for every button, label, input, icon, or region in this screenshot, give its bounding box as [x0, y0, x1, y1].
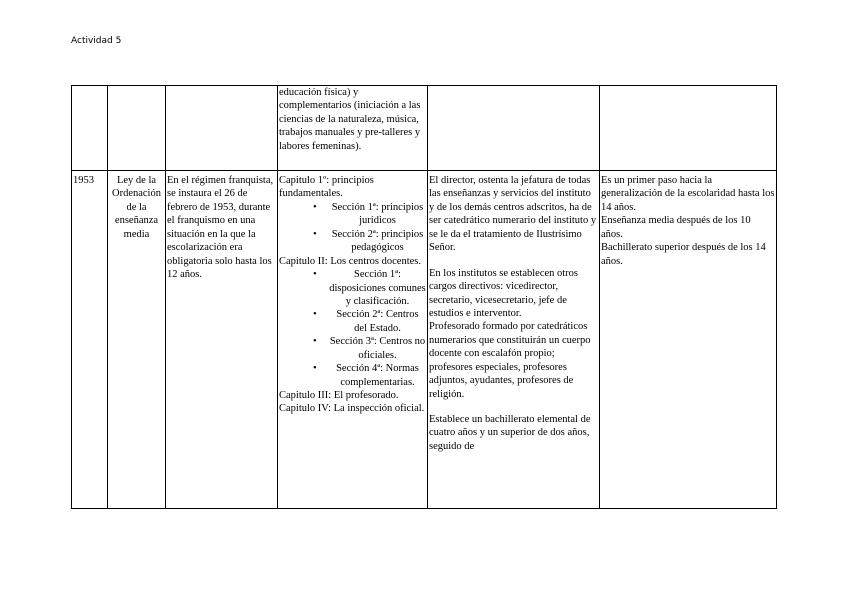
list-item: • Sección 1ª: disposiciones comunes y clasificación. — [329, 268, 426, 308]
chapter-2: Capitulo II: Los centros docentes. — [279, 255, 422, 267]
chapter-4: Capitulo IV: La inspección oficial. — [279, 403, 425, 415]
note-item: Enseñanza media después de los 10 años. — [601, 215, 751, 240]
organization-director: El director, ostenta la jefatura de todas las enseñanzas y servicios del instituto y de los demás centros adscritos, ha de ser catedrático numerario del instituto y se le da el tratamiento de Ilustrísimo Señor. — [429, 175, 597, 254]
list-item: • Sección 2ª: principios pedagógicos — [329, 228, 426, 255]
notes-cell — [600, 86, 777, 171]
law-table — [71, 85, 777, 509]
organization-teachers: Profesorado formado por catedráticos numerarios que constituirán un cuerpo docente con escalafón propio; profesores especiales, profesores adjuntos, ayudantes, profesores de religión. — [429, 321, 591, 400]
organization-bachillerato: Establece un bachillerato elemental de cuatro años y un superior de dos años, seguido de — [429, 414, 591, 452]
structure-cell — [278, 86, 428, 171]
list-item: • Sección 2ª: Centros del Estado. — [329, 308, 426, 335]
organization-cell — [428, 171, 600, 509]
table-row — [72, 86, 777, 171]
year-cell — [72, 171, 108, 509]
context-cell — [166, 171, 278, 509]
chapter-1: Capitulo 1º: principios fundamentales. — [279, 175, 374, 200]
law-cell — [108, 171, 166, 509]
context-cell — [166, 86, 278, 171]
law-cell — [108, 86, 166, 171]
year-text: 1953 — [73, 175, 94, 186]
structure-continued-text: educación física) y complementarios (iniciación a las ciencias de la naturaleza, música, trabajos manuales y pre-talleres y labores femeninas). — [279, 87, 421, 152]
chapter-1-sections — [279, 201, 426, 255]
chapter-2-sections — [279, 268, 426, 389]
note-item: Es un primer paso hacia la generalización de la escolaridad hasta los 14 años. — [601, 175, 775, 213]
list-item: • Sección 1ª: principios jurídicos — [329, 201, 426, 228]
law-name: Ley de la Ordenación de la enseñanza media — [112, 175, 161, 240]
notes-cell — [600, 171, 777, 509]
structure-cell — [278, 171, 428, 509]
chapter-3: Capitulo III: El profesorado. — [279, 390, 399, 401]
list-item: • Sección 4ª: Normas complementarias. — [329, 362, 426, 389]
list-item: • Sección 3ª: Centros no oficiales. — [329, 335, 426, 362]
year-cell — [72, 86, 108, 171]
page-header-title: Actividad 5 — [71, 36, 122, 46]
table-row — [72, 171, 777, 509]
organization-cell — [428, 86, 600, 171]
note-item: Bachillerato superior después de los 14 años. — [601, 242, 766, 267]
context-text: En el régimen franquista, se instaura el 26 de febrero de 1953, durante el franquismo en una situación en la que la escolarización era obligatoria solo hasta los 12 años. — [167, 175, 274, 281]
organization-positions: En los institutos se establecen otros cargos directivos: vicedirector, secretario, vicesecretario, jefe de estudios e interventor. — [429, 267, 579, 319]
